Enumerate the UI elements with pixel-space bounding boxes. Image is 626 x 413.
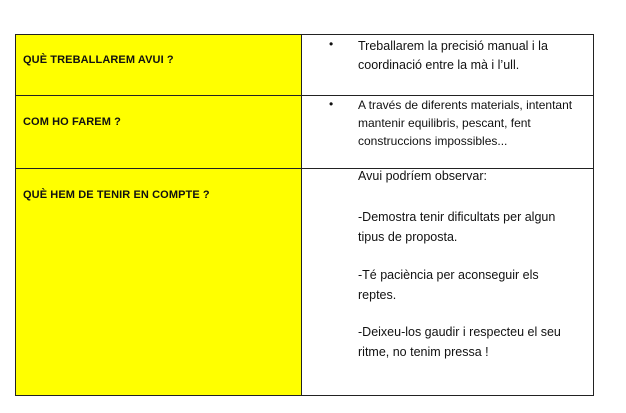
label-cell (16, 169, 302, 395)
table-row (16, 168, 593, 395)
bullet-icon: • (329, 97, 334, 111)
observation-intro: Avui podríem observar: (358, 169, 487, 183)
bullet-icon: • (329, 37, 334, 51)
row-content: Treballarem la precisió manual i la coordinació entre la mà i l’ull. (358, 39, 548, 72)
row-label: QUÈ TREBALLAREM AVUI ? (23, 54, 174, 66)
table-row (16, 95, 593, 168)
activity-table (15, 34, 594, 396)
observation-item: -Té paciència per aconseguir els reptes. (358, 268, 539, 302)
table-row (16, 35, 593, 95)
row-label: QUÈ HEM DE TENIR EN COMPTE ? (23, 189, 210, 201)
content-cell (303, 35, 593, 95)
content-cell (303, 169, 593, 395)
content-cell (303, 96, 593, 168)
row-content: A través de diferents materials, intentant mantenir equilibris, pescant, fent construccions impossibles... (358, 98, 573, 148)
label-cell (16, 35, 302, 95)
observation-item: -Demostra tenir dificultats per algun tipus de proposta. (358, 210, 556, 244)
observation-item: -Deixeu-los gaudir i respecteu el seu ritme, no tenim pressa ! (358, 325, 561, 359)
label-cell (16, 96, 302, 168)
row-label: COM HO FAREM ? (23, 116, 121, 128)
